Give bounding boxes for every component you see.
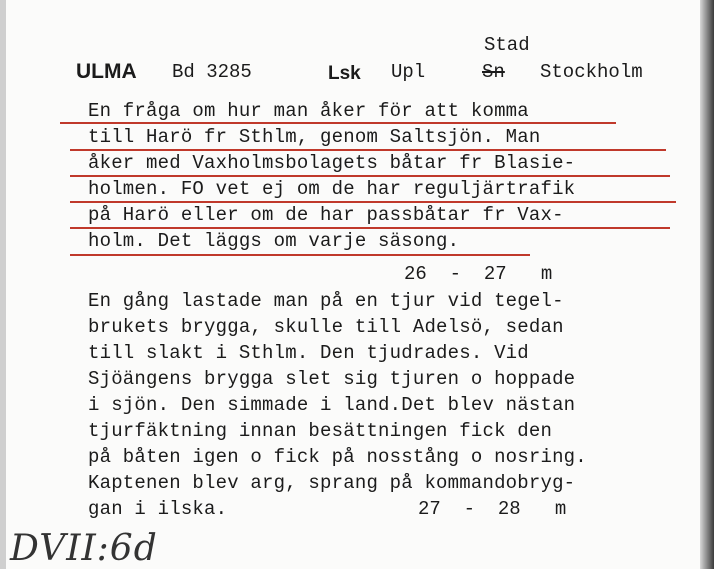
note2-line: tjurfäktning innan besättningen fick den	[88, 420, 553, 442]
note2-line: i sjön. Den simmade i land.Det blev nästan	[88, 394, 576, 416]
note2-line: gan i ilska.	[88, 498, 228, 520]
red-underline	[70, 175, 670, 177]
note2-page-ref: 27 - 28 m	[418, 498, 567, 520]
note1-page-ref: 26 - 27 m	[404, 263, 553, 285]
note2-line: brukets brygga, skulle till Adelsö, sedan	[88, 316, 564, 338]
red-underline	[70, 201, 676, 203]
card-left-edge	[0, 0, 6, 569]
note1-line: En fråga om hur man åker för att komma	[88, 100, 529, 122]
parish-type-struck: Sn	[482, 61, 505, 83]
red-underline	[70, 227, 670, 229]
card-right-edge	[700, 0, 714, 569]
parish-value: Stockholm	[540, 61, 643, 83]
red-underline	[70, 254, 530, 256]
note2-line: till slakt i Sthlm. Den tjudrades. Vid	[88, 342, 529, 364]
parish-type-added: Stad	[484, 34, 530, 56]
note1-line: holmen. FO vet ej om de har reguljärtrafik	[88, 178, 576, 200]
red-underline	[70, 149, 666, 151]
record-number: Bd 3285	[172, 61, 252, 83]
note1-line: till Harö fr Sthlm, genom Saltsjön. Man	[88, 126, 541, 148]
note2-line: Kaptenen blev arg, sprang på kommandobryg-	[88, 472, 576, 494]
note2-line: En gång lastade man på en tjur vid tegel-	[88, 290, 564, 312]
note1-line: holm. Det läggs om varje säsong.	[88, 230, 460, 252]
note1-line: på Harö eller om de har passbåtar fr Vax-	[88, 204, 564, 226]
archive-label: ULMA	[76, 60, 137, 83]
note2-line: Sjöängens brygga slet sig tjuren o hoppade	[88, 368, 576, 390]
note2-line: på båten igen o fick på nosstång o nosring.	[88, 446, 587, 468]
red-underline	[60, 122, 616, 124]
handwritten-archive-mark: DVII:6d	[10, 528, 158, 569]
province-value: Upl	[391, 61, 426, 83]
province-label: Lsk	[328, 63, 361, 84]
note1-line: åker med Vaxholmsbolagets båtar fr Blasie-	[88, 152, 576, 174]
